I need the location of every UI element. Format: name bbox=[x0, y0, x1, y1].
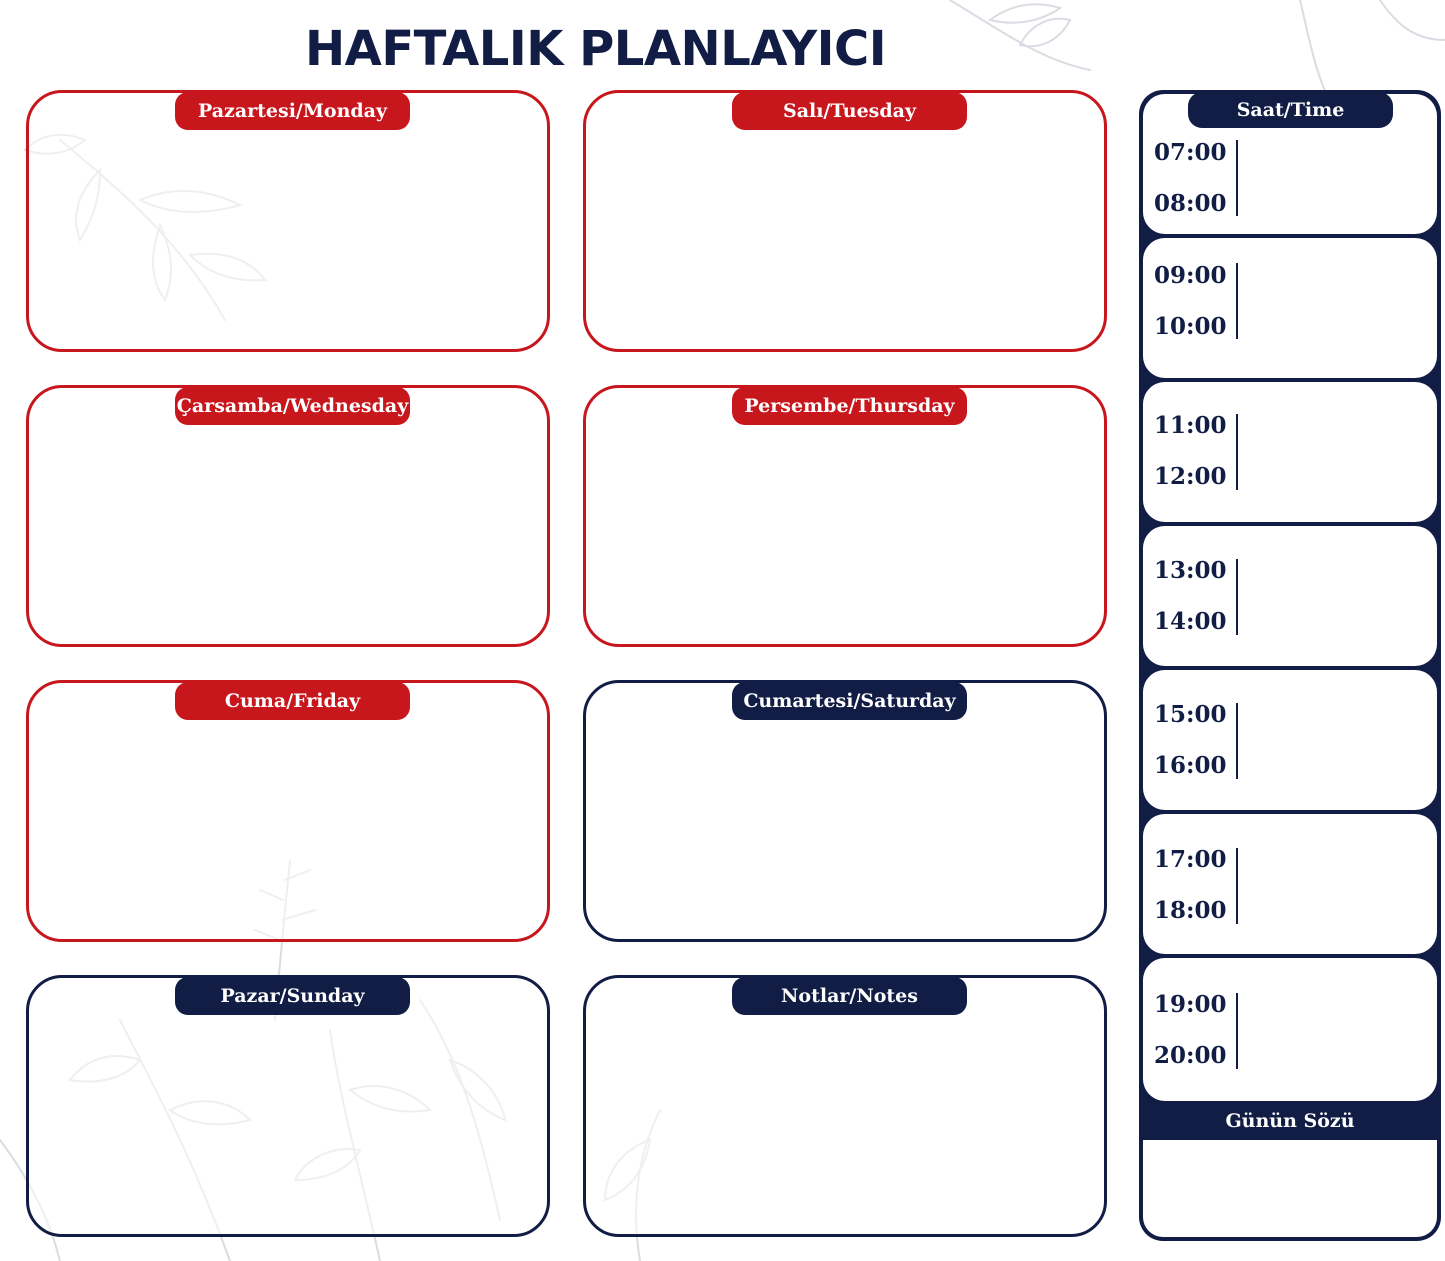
day-box-monday[interactable] bbox=[26, 90, 550, 352]
slot-divider bbox=[1236, 848, 1238, 924]
day-tab-saturday: Cumartesi/Saturday bbox=[732, 682, 967, 720]
slot-divider bbox=[1236, 993, 1238, 1069]
time-label: 14:00 bbox=[1154, 608, 1227, 635]
notes-tab: Notlar/Notes bbox=[732, 977, 967, 1015]
day-tab-sunday: Pazar/Sunday bbox=[175, 977, 410, 1015]
time-label: 13:00 bbox=[1154, 557, 1227, 584]
notes-box[interactable] bbox=[583, 975, 1107, 1237]
slot-divider bbox=[1236, 140, 1238, 216]
slot-divider bbox=[1236, 414, 1238, 490]
day-box-sunday[interactable] bbox=[26, 975, 550, 1237]
time-slot[interactable] bbox=[1143, 670, 1437, 810]
time-slot[interactable] bbox=[1143, 958, 1437, 1101]
day-box-friday[interactable] bbox=[26, 680, 550, 942]
page-title: HAFTALIK PLANLAYICI bbox=[305, 21, 887, 77]
quote-header: Günün Sözü bbox=[1143, 1103, 1437, 1139]
time-label: 09:00 bbox=[1154, 262, 1227, 289]
time-label: 20:00 bbox=[1154, 1042, 1227, 1069]
day-tab-monday: Pazartesi/Monday bbox=[175, 92, 410, 130]
time-slot[interactable] bbox=[1143, 814, 1437, 954]
time-label: 11:00 bbox=[1154, 412, 1227, 439]
day-tab-wednesday: Çarsamba/Wednesday bbox=[175, 387, 410, 425]
day-box-tuesday[interactable] bbox=[583, 90, 1107, 352]
time-label: 18:00 bbox=[1154, 897, 1227, 924]
time-label: 07:00 bbox=[1154, 139, 1227, 166]
quote-area[interactable] bbox=[1143, 1140, 1437, 1237]
time-header: Saat/Time bbox=[1188, 92, 1393, 128]
time-label: 15:00 bbox=[1154, 701, 1227, 728]
day-tab-friday: Cuma/Friday bbox=[175, 682, 410, 720]
slot-divider bbox=[1236, 263, 1238, 339]
time-label: 17:00 bbox=[1154, 846, 1227, 873]
slot-divider bbox=[1236, 559, 1238, 635]
time-label: 12:00 bbox=[1154, 463, 1227, 490]
time-label: 10:00 bbox=[1154, 313, 1227, 340]
day-box-thursday[interactable] bbox=[583, 385, 1107, 647]
leaf-branch-stem bbox=[1380, 0, 1445, 40]
time-label: 08:00 bbox=[1154, 190, 1227, 217]
day-tab-thursday: Persembe/Thursday bbox=[732, 387, 967, 425]
time-label: 16:00 bbox=[1154, 752, 1227, 779]
time-slot[interactable] bbox=[1143, 382, 1437, 522]
time-label: 19:00 bbox=[1154, 991, 1227, 1018]
day-box-wednesday[interactable] bbox=[26, 385, 550, 647]
time-slot[interactable] bbox=[1143, 238, 1437, 378]
leaf-branch-stem bbox=[950, 0, 1090, 70]
leaf-shape bbox=[1020, 19, 1070, 47]
day-box-saturday[interactable] bbox=[583, 680, 1107, 942]
day-tab-tuesday: Salı/Tuesday bbox=[732, 92, 967, 130]
slot-divider bbox=[1236, 703, 1238, 779]
leaf-shape bbox=[990, 4, 1060, 22]
time-slot[interactable] bbox=[1143, 526, 1437, 666]
